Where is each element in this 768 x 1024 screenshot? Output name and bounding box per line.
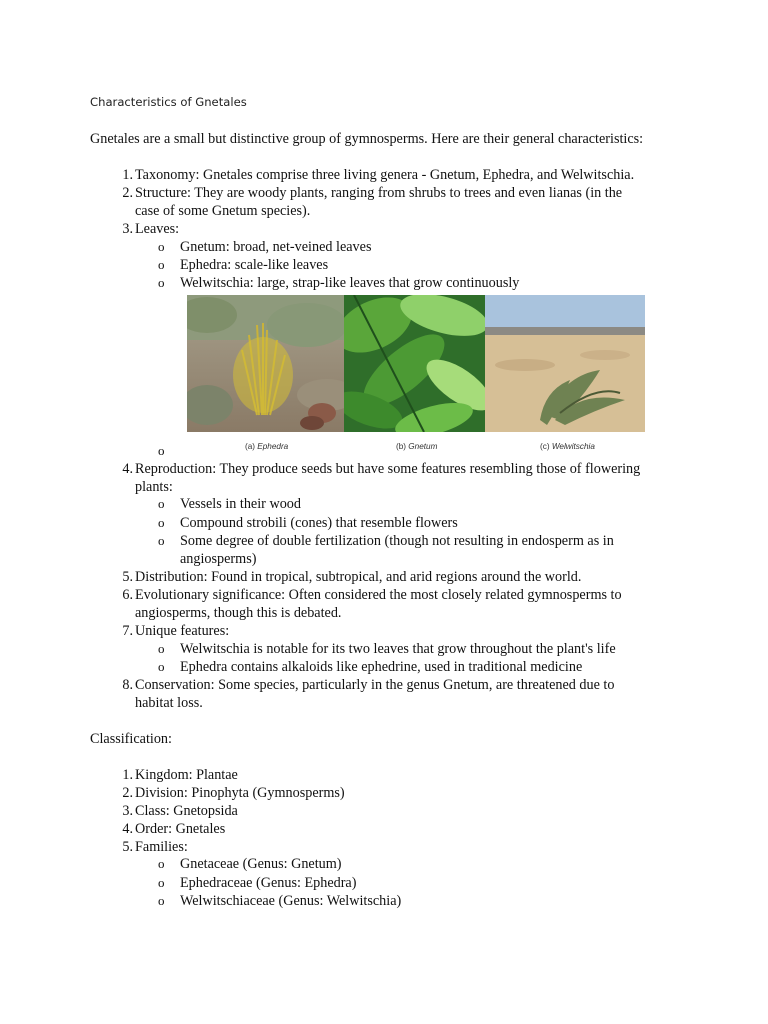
list-number: 6. — [122, 587, 133, 603]
family-item: Gnetaceae (Genus: Gnetum) — [180, 856, 342, 872]
ephedra-photo — [187, 295, 344, 432]
sub-list-item: Gnetum: broad, net-veined leaves — [180, 239, 372, 255]
bullet-icon: o — [158, 239, 165, 254]
sub-list-item: Welwitschia is notable for its two leaves that grow throughout the plant's life — [180, 641, 616, 657]
figure-captions — [187, 441, 645, 455]
sub-list-item: Ephedra contains alkaloids like ephedrine, used in traditional medicine — [180, 659, 583, 675]
list-number: 4. — [122, 821, 133, 837]
list-item: Structure: They are woody plants, ranging from shrubs to trees and even lianas (in the — [135, 185, 623, 201]
family-item: Ephedraceae (Genus: Ephedra) — [180, 875, 357, 891]
list-item: Taxonomy: Gnetales comprise three living genera - Gnetum, Ephedra, and Welwitschia. — [135, 167, 635, 183]
list-item-continuation: plants: — [135, 479, 173, 495]
bullet-icon: o — [158, 533, 165, 548]
list-number: 1. — [122, 767, 133, 783]
intro-paragraph: Gnetales are a small but distinctive group of gymnosperms. Here are their general characteristics: — [90, 131, 644, 147]
classification-heading: Classification: — [90, 731, 172, 747]
classification-item: Kingdom: Plantae — [135, 767, 238, 783]
sub-list-item: Vessels in their wood — [180, 496, 301, 512]
classification-item: Order: Gnetales — [135, 821, 226, 837]
bullet-icon: o — [158, 893, 165, 908]
bullet-icon: o — [158, 515, 165, 530]
list-item: Reproduction: They produce seeds but have some features resembling those of flowering — [135, 461, 641, 477]
bullet-icon: o — [158, 659, 165, 674]
bullet-icon: o — [158, 641, 165, 656]
list-item: Conservation: Some species, particularly in the genus Gnetum, are threatened due to — [135, 677, 615, 693]
gnetales-photo-figure — [187, 295, 645, 432]
list-item-continuation: habitat loss. — [135, 695, 203, 711]
bullet-icon: o — [158, 875, 165, 890]
caption-welwitschia — [540, 441, 595, 453]
sub-list-item-continuation: angiosperms) — [180, 551, 257, 567]
sub-list-item: Welwitschia: large, strap-like leaves that grow continuously — [180, 275, 520, 291]
list-item: Distribution: Found in tropical, subtropical, and arid regions around the world. — [135, 569, 582, 585]
list-number: 3. — [122, 221, 133, 237]
list-number: 4. — [122, 461, 133, 477]
bullet-icon: o — [158, 856, 165, 871]
sub-list-item: Some degree of double fertilization (though not resulting in endosperm as in — [180, 533, 614, 549]
list-number: 8. — [122, 677, 133, 693]
list-number: 3. — [122, 803, 133, 819]
caption-label: (a) — [245, 442, 258, 451]
family-item: Welwitschiaceae (Genus: Welwitschia) — [180, 893, 402, 909]
gnetum-photo — [344, 295, 485, 432]
list-item: Unique features: — [135, 623, 230, 639]
list-number: 5. — [122, 839, 133, 855]
bullet-icon: o — [158, 443, 165, 458]
welwitschia-photo — [485, 295, 645, 432]
caption-label: (b) — [396, 442, 409, 451]
classification-item: Families: — [135, 839, 188, 855]
caption-label: (c) — [540, 442, 552, 451]
document-heading: Characteristics of Gnetales — [90, 95, 247, 109]
caption-name: Ephedra — [257, 442, 289, 451]
sub-list-item: Ephedra: scale-like leaves — [180, 257, 329, 273]
list-number: 5. — [122, 569, 133, 585]
bullet-icon: o — [158, 275, 165, 290]
sub-list-item: Compound strobili (cones) that resemble flowers — [180, 515, 458, 531]
list-number: 1. — [122, 167, 133, 183]
list-number: 2. — [122, 785, 133, 801]
classification-item: Class: Gnetopsida — [135, 803, 238, 819]
list-item-continuation: case of some Gnetum species). — [135, 203, 311, 219]
caption-ephedra — [245, 441, 288, 453]
caption-name: Gnetum — [408, 442, 438, 451]
caption-name: Welwitschia — [551, 442, 595, 451]
list-item-continuation: angiosperms, though this is debated. — [135, 605, 342, 621]
bullet-icon: o — [158, 257, 165, 272]
list-item: Evolutionary significance: Often considered the most closely related gymnosperms to — [135, 587, 622, 603]
caption-gnetum — [396, 441, 437, 453]
list-number: 2. — [122, 185, 133, 201]
classification-item: Division: Pinophyta (Gymnosperms) — [135, 785, 345, 801]
list-number: 7. — [122, 623, 133, 639]
bullet-icon: o — [158, 496, 165, 511]
list-item: Leaves: — [135, 221, 180, 237]
